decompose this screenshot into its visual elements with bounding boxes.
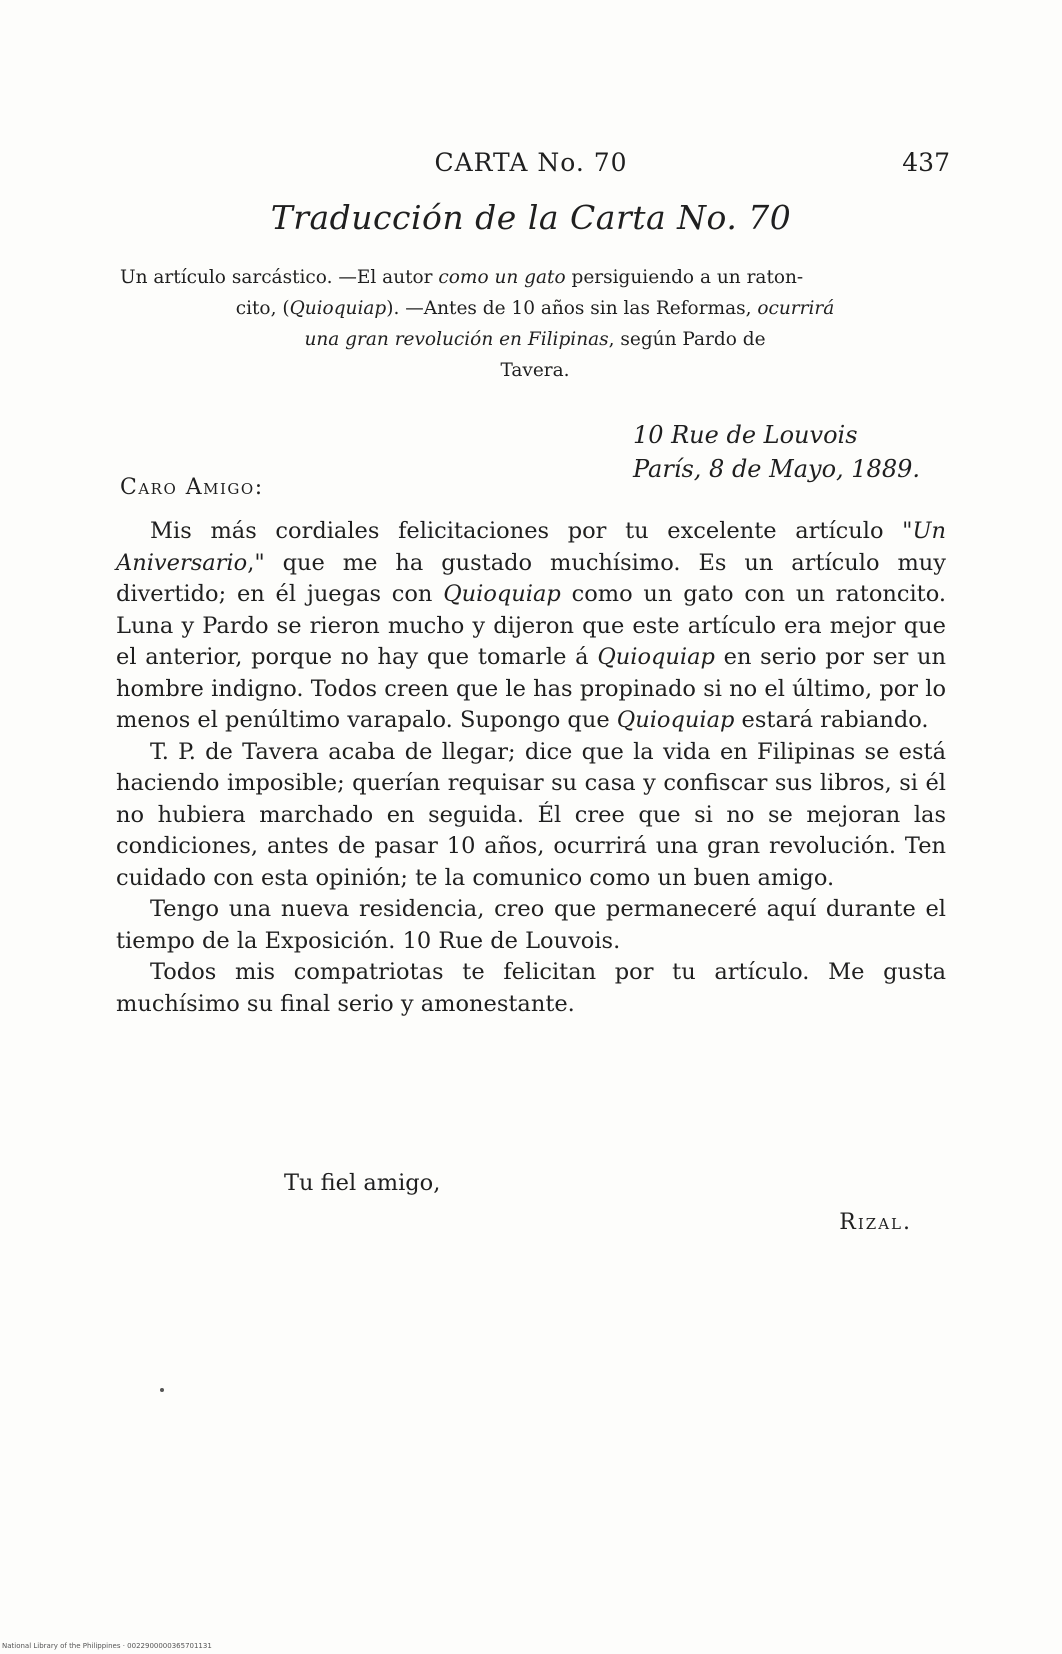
- address-date: París, 8 de Mayo, 1889.: [632, 455, 920, 483]
- page-number: 437: [902, 148, 950, 177]
- summary-line-1: Un artículo sarcástico. —El autor como un gato persiguiendo a un raton-: [120, 267, 804, 288]
- paragraph-3: Tengo una nueva residencia, creo que permaneceré aquí durante el tiempo de la Exposición. 10 Rue de Louvois.: [116, 896, 946, 954]
- running-title: CARTA No. 70: [434, 148, 628, 177]
- signature: Rizal.: [839, 1210, 912, 1235]
- letter-body: [116, 516, 946, 1020]
- summary-line-3: una gran revolución en Filipinas, según Pardo de: [304, 329, 766, 350]
- scan-footer: National Library of the Philippines · 0022900000365701131: [2, 1642, 212, 1650]
- paragraph-4: Todos mis compatriotas te felicitan por tu artículo. Me gusta muchísimo su final serio y amonestante.: [116, 959, 946, 1017]
- summary-line-4: Tavera.: [500, 360, 570, 381]
- letter-summary: [120, 262, 950, 386]
- closing: Tu fiel amigo,: [284, 1170, 441, 1196]
- paragraph-1: Mis más cordiales felicitaciones por tu excelente artículo "Un Aniversario," que me ha gustado muchísimo. Es un artículo muy divertido; en él juegas con Quioquiap como un gato con un ratoncito. Luna y Pardo se rieron mucho y dijeron que este artículo era mejor que el anterior, porque no hay que tomarle á Quioquiap en serio por ser un hombre indigno. Todos creen que le has propinado si no el último, por lo menos el penúltimo varapalo. Supongo que Quioquiap estará rabiando.: [116, 518, 946, 733]
- address-street: 10 Rue de Louvois: [632, 421, 858, 449]
- salutation: Caro Amigo:: [120, 475, 264, 500]
- sender-address: [633, 418, 920, 486]
- speck-mark: [160, 1388, 164, 1392]
- summary-line-2: cito, (Quioquiap). —Antes de 10 años sin las Reformas, ocurrirá: [235, 298, 835, 319]
- letter-subtitle: Traducción de la Carta No. 70: [270, 198, 792, 237]
- paragraph-2: T. P. de Tavera acaba de llegar; dice que la vida en Filipinas se está haciendo imposible; querían requisar su casa y confiscar sus libros, si él no hubiera marchado en seguida. Él cree que si no se mejoran las condiciones, antes de pasar 10 años, ocurrirá una gran revolución. Ten cuidado con esta opinión; te la comunico como un buen amigo.: [116, 738, 946, 891]
